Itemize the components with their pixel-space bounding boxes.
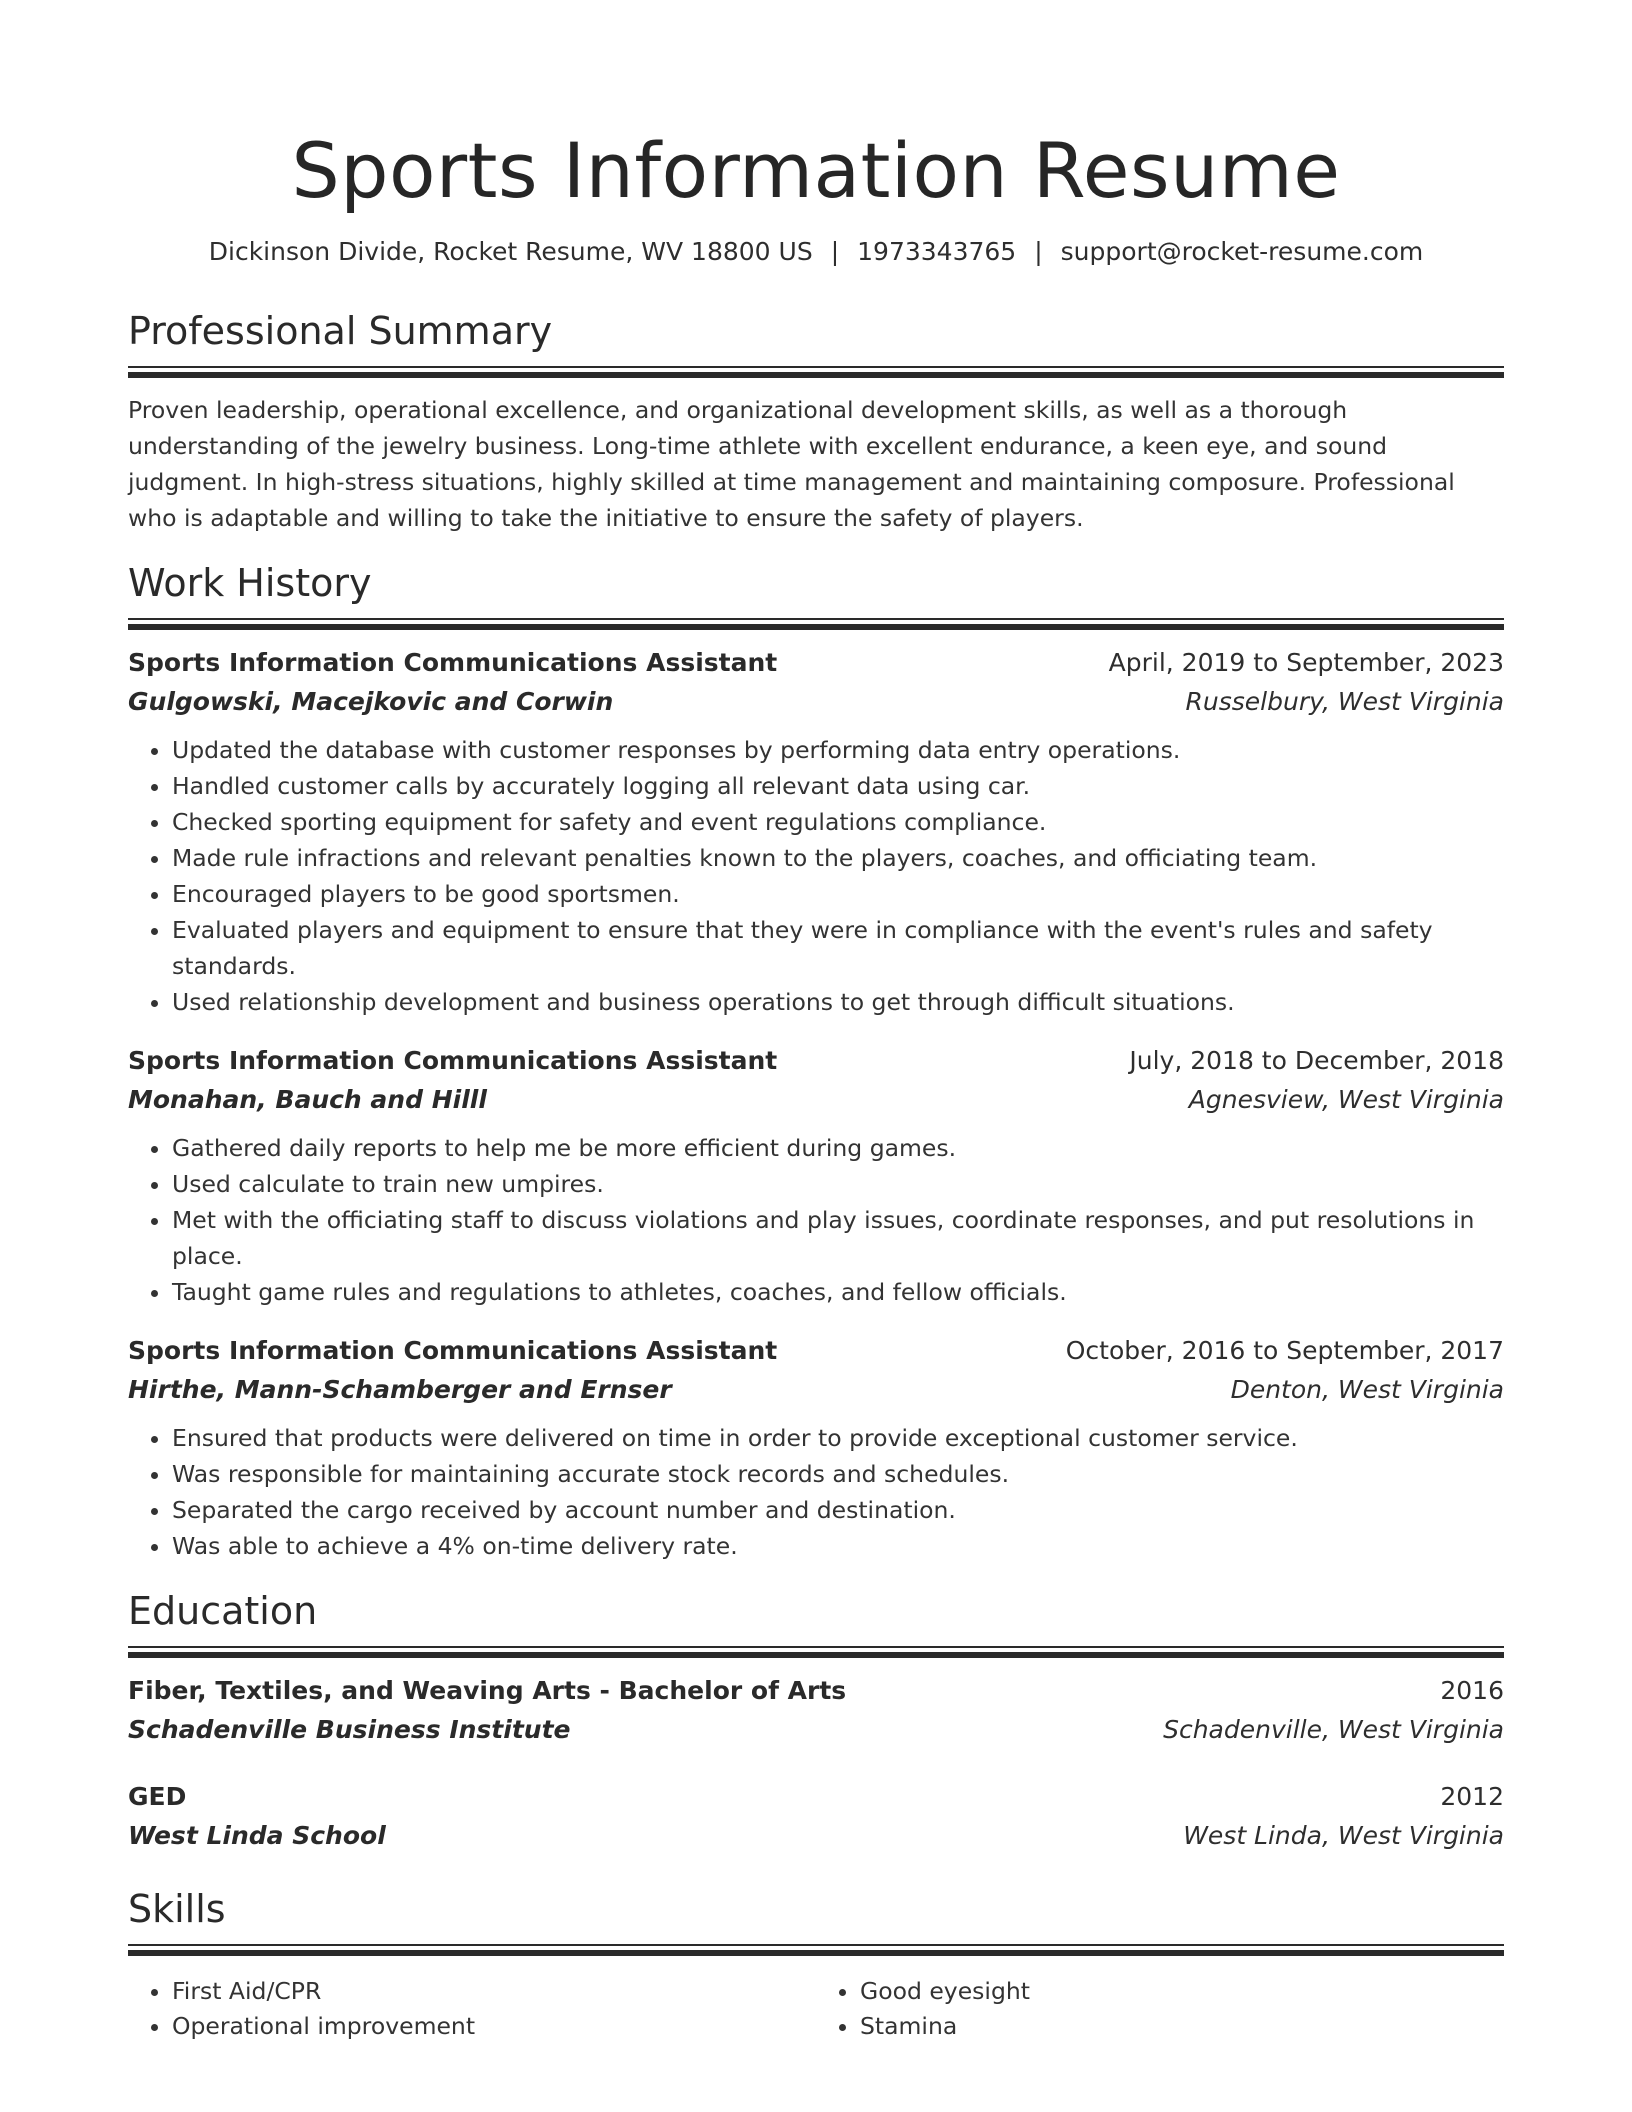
education-school: Schadenville Business Institute: [128, 1715, 571, 1744]
job-bullet: • Taught game rules and regulations to athletes, coaches, and fellow officials.: [172, 1274, 1504, 1310]
contact-email: support@rocket-resume.com: [1060, 237, 1424, 266]
education-location: Schadenville, West Virginia: [1163, 1715, 1504, 1744]
contact-address: Dickinson Divide, Rocket Resume, WV 18800 US: [208, 237, 813, 266]
job-company: Hirthe, Mann-Schamberger and Ernser: [128, 1375, 672, 1404]
section-divider: [128, 1944, 1504, 1956]
job-bullet: • Handled customer calls by accurately logging all relevant data using car.: [172, 768, 1504, 804]
job-title: Sports Information Communications Assistant: [128, 1046, 778, 1075]
resume-title: Sports Information Resume: [291, 126, 1341, 215]
section-divider: [128, 618, 1504, 630]
job-bullet: • Was able to achieve a 4% on-time delivery rate.: [172, 1528, 1504, 1564]
skill-item: • First Aid/CPR: [172, 1974, 816, 2009]
job-bullet: • Encouraged players to be good sportsmen.: [172, 876, 1504, 912]
section-heading-education: Education: [128, 1589, 318, 1633]
job-location: Agnesview, West Virginia: [1188, 1085, 1504, 1114]
job-title: Sports Information Communications Assistant: [128, 1336, 778, 1365]
section-heading-work: Work History: [128, 561, 372, 605]
skills-column-left: [128, 1974, 816, 2044]
skills-section: [128, 1884, 1504, 2044]
summary-text: Proven leadership, operational excellence, and organizational development skills, as well as a thorough understanding of the jewelry business. Long-time athlete with excellent endurance, a keen eye, and sound judgment. In high-stress situations, highly skilled at time management and maintaining composure. Professional who is adaptable and willing to take the initiative to ensure the safety of players.: [128, 396, 1455, 532]
education-year: 2012: [1440, 1782, 1504, 1811]
job-entry: [128, 1042, 1504, 1310]
skill-item: • Stamina: [860, 2009, 1504, 2044]
contact-separator: |: [1034, 237, 1043, 266]
job-dates: April, 2019 to September, 2023: [1108, 648, 1504, 677]
job-dates: October, 2016 to September, 2017: [1065, 1336, 1504, 1365]
section-heading-skills: Skills: [128, 1887, 226, 1931]
work-history-section: [128, 558, 1504, 1564]
skill-item: • Operational improvement: [172, 2009, 816, 2044]
job-company: Monahan, Bauch and Hilll: [128, 1085, 487, 1114]
job-bullet: • Updated the database with customer responses by performing data entry operations.: [172, 732, 1504, 768]
job-location: Russelbury, West Virginia: [1185, 687, 1504, 716]
job-bullets: [128, 1130, 1504, 1310]
job-bullet: • Ensured that products were delivered on time in order to provide exceptional customer service.: [172, 1420, 1504, 1456]
job-dates: July, 2018 to December, 2018: [1129, 1046, 1504, 1075]
job-entry: [128, 644, 1504, 1020]
job-company: Gulgowski, Macejkovic and Corwin: [128, 687, 614, 716]
skill-item: • Good eyesight: [860, 1974, 1504, 2009]
job-bullets: [128, 1420, 1504, 1564]
contact-separator: |: [830, 237, 840, 266]
education-degree: GED: [128, 1782, 187, 1811]
skills-column-right: [816, 1974, 1504, 2044]
job-bullet: • Was responsible for maintaining accurate stock records and schedules.: [172, 1456, 1504, 1492]
job-bullet: • Evaluated players and equipment to ensure that they were in compliance with the event's rules and safety standards.: [172, 912, 1504, 984]
job-location: Denton, West Virginia: [1230, 1375, 1504, 1404]
skills-list: [128, 1970, 1504, 2044]
summary-section: [128, 306, 1504, 536]
education-school: West Linda School: [128, 1821, 386, 1850]
section-heading-summary: Professional Summary: [128, 309, 553, 353]
job-bullet: • Separated the cargo received by account number and destination.: [172, 1492, 1504, 1528]
job-title: Sports Information Communications Assistant: [128, 648, 778, 677]
job-bullet: • Used calculate to train new umpires.: [172, 1166, 1504, 1202]
job-bullet: • Used relationship development and business operations to get through difficult situations.: [172, 984, 1504, 1020]
job-bullet: • Checked sporting equipment for safety and event regulations compliance.: [172, 804, 1504, 840]
job-bullet: • Gathered daily reports to help me be more efficient during games.: [172, 1130, 1504, 1166]
education-entry: [128, 1778, 1504, 1856]
education-entry: [128, 1672, 1504, 1750]
job-bullets: [128, 732, 1504, 1020]
section-divider: [128, 366, 1504, 378]
education-year: 2016: [1440, 1676, 1504, 1705]
section-divider: [128, 1646, 1504, 1658]
education-degree: Fiber, Textiles, and Weaving Arts - Bachelor of Arts: [128, 1676, 847, 1705]
job-entry: [128, 1332, 1504, 1564]
contact-line: [128, 234, 1504, 270]
education-section: [128, 1586, 1504, 1856]
contact-phone: 1973343765: [857, 237, 1017, 266]
job-bullet: • Made rule infractions and relevant penalties known to the players, coaches, and officiating team.: [172, 840, 1504, 876]
education-location: West Linda, West Virginia: [1183, 1821, 1504, 1850]
job-bullet: • Met with the officiating staff to discuss violations and play issues, coordinate responses, and put resolutions in place.: [172, 1202, 1504, 1274]
